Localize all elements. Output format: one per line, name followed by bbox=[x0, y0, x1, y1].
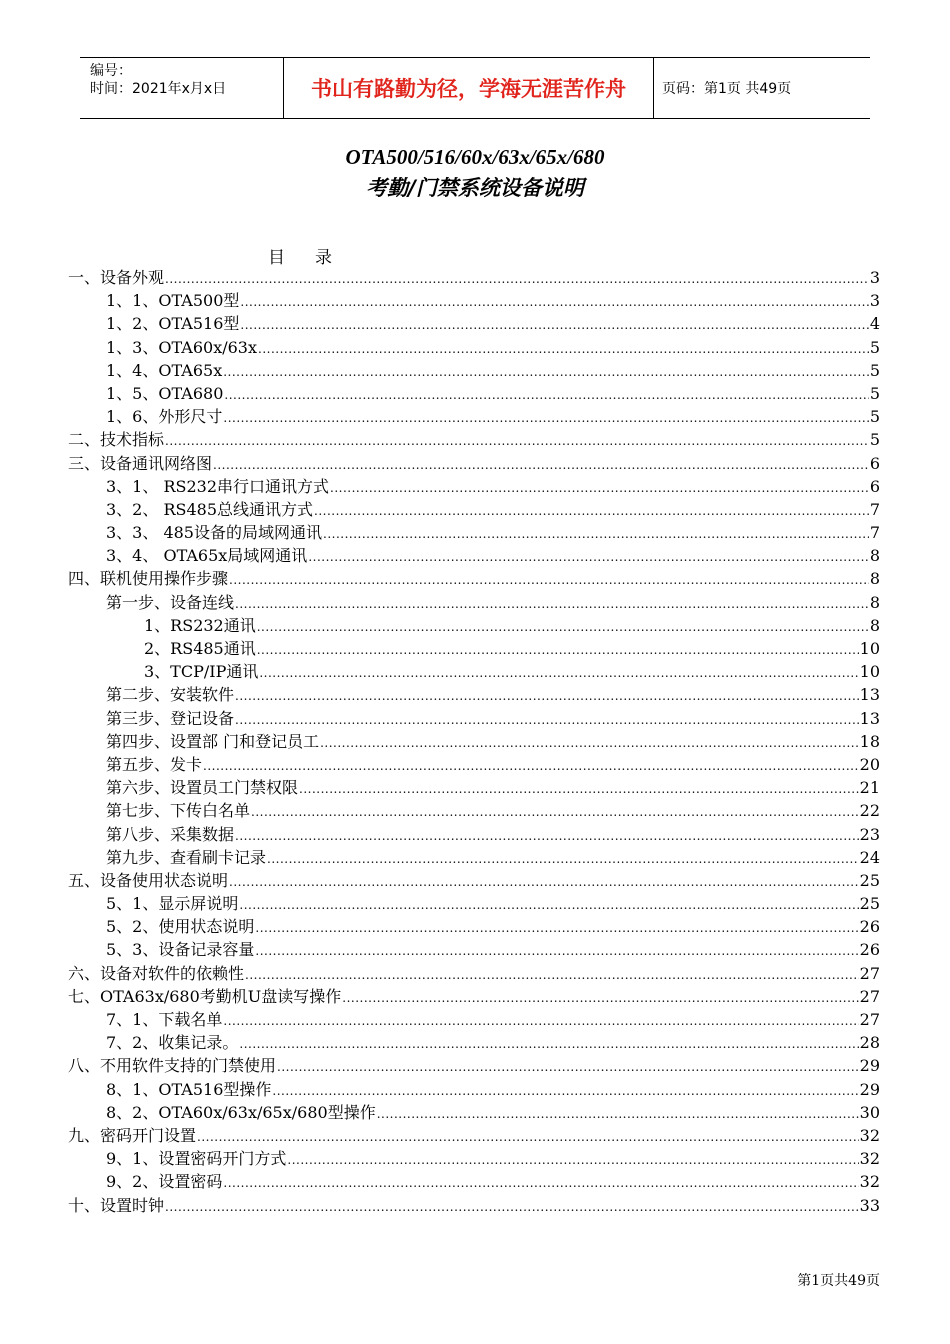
toc-entry-title: 十、设置时钟 bbox=[68, 1195, 165, 1215]
toc-entry-page: 3 bbox=[869, 268, 880, 287]
toc-entry[interactable] bbox=[68, 1008, 880, 1031]
toc-entry-page: 5 bbox=[869, 360, 880, 380]
toc-entry-title: 1、1、OTA500型 bbox=[106, 291, 240, 311]
toc-leader-dots bbox=[323, 521, 869, 546]
toc-entry[interactable] bbox=[68, 1194, 880, 1217]
toc-leader-dots bbox=[223, 1008, 858, 1033]
toc-entry-page: 32 bbox=[859, 1172, 880, 1192]
toc-leader-dots bbox=[267, 846, 859, 871]
toc-entry[interactable] bbox=[68, 498, 880, 521]
toc-entry-title: 第九步、查看刷卡记录 bbox=[106, 847, 267, 867]
toc-entry-page: 6 bbox=[869, 476, 880, 496]
toc-entry-title: 第六步、设置员工门禁权限 bbox=[106, 778, 299, 798]
toc-entry[interactable] bbox=[68, 405, 880, 428]
page-header bbox=[80, 57, 870, 119]
toc-entry-title: 第三步、登记设备 bbox=[106, 708, 235, 728]
toc-entry-page: 29 bbox=[859, 1056, 880, 1076]
toc-entry[interactable] bbox=[68, 869, 880, 892]
toc-entry-page: 10 bbox=[859, 639, 880, 658]
toc-entry-page: 21 bbox=[859, 778, 880, 798]
toc-entry-title: 第五步、发卡 bbox=[106, 754, 203, 774]
header-page-info: 页码：第1页 共49页 bbox=[662, 81, 792, 97]
toc-leader-dots bbox=[197, 1124, 859, 1149]
toc-leader-dots bbox=[235, 707, 859, 732]
toc-entry-page: 8 bbox=[869, 546, 880, 566]
toc-entry-title: 四、联机使用操作步骤 bbox=[68, 569, 229, 589]
toc-entry[interactable] bbox=[68, 1054, 880, 1077]
toc-entry-page: 5 bbox=[869, 337, 880, 357]
toc-leader-dots bbox=[223, 405, 868, 430]
toc-entry-title: 九、密码开门设置 bbox=[68, 1125, 197, 1145]
toc-entry-page: 33 bbox=[859, 1195, 880, 1215]
toc-entry[interactable] bbox=[68, 475, 880, 498]
toc-entry-title: 2、RS485通讯 bbox=[144, 639, 256, 658]
toc-entry[interactable] bbox=[68, 660, 880, 683]
toc-heading bbox=[268, 243, 362, 268]
toc-leader-dots bbox=[258, 336, 869, 361]
toc-entry[interactable] bbox=[68, 521, 880, 544]
toc-entry[interactable] bbox=[68, 1031, 880, 1054]
toc-leader-dots bbox=[245, 962, 859, 987]
toc-entry-title: 1、RS232通讯 bbox=[144, 615, 256, 635]
toc-entry-page: 7 bbox=[869, 499, 880, 519]
toc-leader-dots bbox=[203, 753, 859, 778]
toc-leader-dots bbox=[377, 1101, 859, 1126]
toc-leader-dots bbox=[229, 869, 859, 894]
toc-entry-page: 29 bbox=[859, 1079, 880, 1099]
toc-entry[interactable] bbox=[68, 428, 880, 451]
toc-entry-title: 第八步、采集数据 bbox=[106, 824, 235, 844]
toc-entry[interactable] bbox=[68, 683, 880, 706]
toc-entry-page: 28 bbox=[859, 1033, 880, 1053]
toc-entry-title: 7、2、收集记录。 bbox=[106, 1033, 239, 1053]
toc-entry[interactable] bbox=[68, 359, 880, 382]
toc-entry[interactable] bbox=[68, 614, 880, 637]
toc-entry-page: 8 bbox=[869, 592, 880, 612]
toc-entry-title: 1、4、OTA65x bbox=[106, 360, 223, 380]
toc-entry-title: 9、2、设置密码 bbox=[106, 1172, 223, 1192]
toc-entry[interactable] bbox=[68, 846, 880, 869]
toc-leader-dots bbox=[235, 591, 869, 616]
toc-entry-page: 26 bbox=[859, 940, 880, 960]
toc-entry[interactable] bbox=[68, 823, 880, 846]
toc-entry-title: 7、1、下载名单 bbox=[106, 1010, 223, 1029]
toc-entry-page: 27 bbox=[859, 986, 880, 1006]
toc-leader-dots bbox=[235, 823, 859, 848]
toc-entry-title: 第一步、设备连线 bbox=[106, 592, 235, 612]
toc-entry[interactable] bbox=[68, 312, 880, 335]
toc-leader-dots bbox=[287, 1147, 858, 1172]
toc-entry-title: 第四步、设置部 门和登记员工 bbox=[106, 731, 320, 751]
toc-entry-page: 3 bbox=[869, 291, 880, 311]
toc-leader-dots bbox=[257, 637, 859, 662]
toc-entry-page: 5 bbox=[869, 383, 880, 403]
toc-entry[interactable] bbox=[68, 707, 880, 730]
toc-leader-dots bbox=[330, 475, 869, 500]
toc-entry-title: 5、1、显示屏说明 bbox=[106, 894, 239, 914]
toc-entry[interactable] bbox=[68, 289, 880, 312]
toc-entry-page: 30 bbox=[859, 1102, 880, 1122]
toc-leader-dots bbox=[224, 382, 868, 407]
toc-entry-title: 3、TCP/IP通讯 bbox=[144, 662, 259, 682]
toc-entry-page: 27 bbox=[859, 1010, 880, 1029]
toc-entry-page: 8 bbox=[869, 569, 880, 589]
toc-entry[interactable] bbox=[68, 799, 880, 822]
toc-leader-dots bbox=[314, 498, 869, 523]
toc-leader-dots bbox=[239, 1031, 858, 1056]
toc-entry-title: 1、2、OTA516型 bbox=[106, 314, 240, 334]
toc-leader-dots bbox=[235, 683, 859, 708]
toc-entry-page: 7 bbox=[869, 523, 880, 543]
toc-leader-dots bbox=[240, 289, 868, 314]
toc-leader-dots bbox=[165, 266, 869, 291]
document-title-model: OTA500/516/60x/63x/65x/680 bbox=[345, 145, 605, 169]
toc-entry[interactable] bbox=[68, 567, 880, 590]
toc-heading-char-1: 目 bbox=[268, 248, 285, 268]
document-title: 考勤/门禁系统设备说明 bbox=[366, 176, 584, 200]
toc-entry[interactable] bbox=[68, 915, 880, 938]
toc-entry-title: 9、1、设置密码开门方式 bbox=[106, 1149, 287, 1169]
toc-entry[interactable] bbox=[68, 938, 880, 961]
toc-entry-title: 3、3、 485设备的局域网通讯 bbox=[106, 523, 322, 543]
toc-leader-dots bbox=[223, 1170, 858, 1195]
toc-entry-title: 1、5、OTA680 bbox=[106, 383, 224, 403]
toc-entry-page: 4 bbox=[869, 314, 880, 334]
toc-entry-title: 3、1、 RS232串行口通讯方式 bbox=[106, 476, 329, 496]
toc-entry-title: 八、不用软件支持的门禁使用 bbox=[68, 1056, 277, 1076]
toc-entry[interactable] bbox=[68, 637, 880, 660]
toc-leader-dots bbox=[165, 1194, 859, 1219]
toc-leader-dots bbox=[255, 938, 858, 963]
toc-leader-dots bbox=[277, 1054, 859, 1079]
toc-leader-dots bbox=[251, 799, 859, 824]
toc-leader-dots bbox=[272, 1078, 858, 1103]
toc-entry-title: 六、设备对软件的依赖性 bbox=[68, 963, 245, 983]
toc-entry-title: 3、2、 RS485总线通讯方式 bbox=[106, 499, 313, 519]
toc-entry[interactable] bbox=[68, 266, 880, 289]
document-time-label: 时间：2021年x月x日 bbox=[90, 81, 227, 97]
toc-entry-page: 26 bbox=[859, 917, 880, 937]
toc-entry-page: 24 bbox=[859, 847, 880, 867]
toc-leader-dots bbox=[320, 730, 859, 755]
toc-entry-page: 5 bbox=[869, 407, 880, 427]
toc-entry[interactable] bbox=[68, 1147, 880, 1170]
table-of-contents bbox=[68, 266, 880, 1217]
toc-entry[interactable] bbox=[68, 753, 880, 776]
toc-leader-dots bbox=[165, 428, 869, 453]
toc-entry-page: 27 bbox=[859, 963, 880, 983]
toc-leader-dots bbox=[308, 544, 869, 569]
toc-leader-dots bbox=[240, 312, 868, 337]
toc-entry-title: 三、设备通讯网络图 bbox=[68, 453, 213, 473]
toc-entry-page: 5 bbox=[869, 430, 880, 450]
toc-heading-char-2: 录 bbox=[315, 248, 332, 268]
toc-entry[interactable] bbox=[68, 452, 880, 475]
toc-entry-page: 32 bbox=[859, 1149, 880, 1169]
header-meta bbox=[80, 58, 283, 118]
toc-entry[interactable] bbox=[68, 892, 880, 915]
toc-leader-dots bbox=[223, 359, 869, 384]
toc-entry[interactable] bbox=[68, 776, 880, 799]
toc-entry-title: 第七步、下传白名单 bbox=[106, 801, 251, 821]
toc-entry-title: 8、2、OTA60x/63x/65x/680型操作 bbox=[106, 1102, 376, 1122]
toc-entry-title: 1、6、外形尺寸 bbox=[106, 407, 223, 427]
toc-entry-page: 22 bbox=[859, 801, 880, 821]
toc-entry-page: 13 bbox=[859, 685, 880, 705]
toc-entry-page: 13 bbox=[859, 708, 880, 728]
toc-entry[interactable] bbox=[68, 382, 880, 405]
toc-entry[interactable] bbox=[68, 962, 880, 985]
toc-entry-title: 1、3、OTA60x/63x bbox=[106, 337, 257, 357]
toc-entry-page: 25 bbox=[859, 894, 880, 914]
header-motto: 书山有路勤为径，学海无涯苦作舟 bbox=[283, 58, 654, 118]
toc-entry[interactable] bbox=[68, 544, 880, 567]
toc-entry[interactable] bbox=[68, 985, 880, 1008]
toc-entry-title: 8、1、OTA516型操作 bbox=[106, 1079, 272, 1099]
toc-entry-title: 五、设备使用状态说明 bbox=[68, 870, 229, 890]
page-footer: 第1页共49页 bbox=[797, 1273, 880, 1289]
toc-leader-dots bbox=[342, 985, 858, 1010]
toc-leader-dots bbox=[229, 567, 869, 592]
toc-entry-title: 5、2、使用状态说明 bbox=[106, 917, 255, 937]
toc-entry-title: 3、4、 OTA65x局域网通讯 bbox=[106, 546, 308, 566]
toc-entry[interactable] bbox=[68, 336, 880, 359]
toc-entry-page: 25 bbox=[859, 870, 880, 890]
toc-leader-dots bbox=[299, 776, 859, 801]
toc-entry[interactable] bbox=[68, 1101, 880, 1124]
toc-leader-dots bbox=[259, 660, 858, 685]
toc-entry[interactable] bbox=[68, 730, 880, 753]
toc-leader-dots bbox=[255, 915, 858, 940]
toc-entry-title: 5、3、设备记录容量 bbox=[106, 940, 255, 960]
toc-entry[interactable] bbox=[68, 1078, 880, 1101]
toc-entry-page: 6 bbox=[869, 453, 880, 473]
toc-entry-title: 七、OTA63x/680考勤机U盘读写操作 bbox=[68, 986, 342, 1006]
toc-entry-title: 一、设备外观 bbox=[68, 268, 165, 287]
toc-entry-page: 8 bbox=[869, 615, 880, 635]
document-number-label: 编号： bbox=[90, 63, 132, 79]
toc-leader-dots bbox=[213, 452, 869, 477]
toc-entry-page: 20 bbox=[859, 754, 880, 774]
toc-entry-page: 10 bbox=[859, 662, 880, 682]
toc-entry-title: 二、技术指标 bbox=[68, 430, 165, 450]
toc-leader-dots bbox=[257, 614, 869, 639]
toc-entry[interactable] bbox=[68, 1124, 880, 1147]
toc-entry[interactable] bbox=[68, 591, 880, 614]
toc-leader-dots bbox=[239, 892, 858, 917]
toc-entry-page: 18 bbox=[859, 731, 880, 751]
toc-entry-title: 第二步、安装软件 bbox=[106, 685, 235, 705]
toc-entry-page: 23 bbox=[859, 824, 880, 844]
toc-entry-page: 32 bbox=[859, 1125, 880, 1145]
toc-entry[interactable] bbox=[68, 1170, 880, 1193]
